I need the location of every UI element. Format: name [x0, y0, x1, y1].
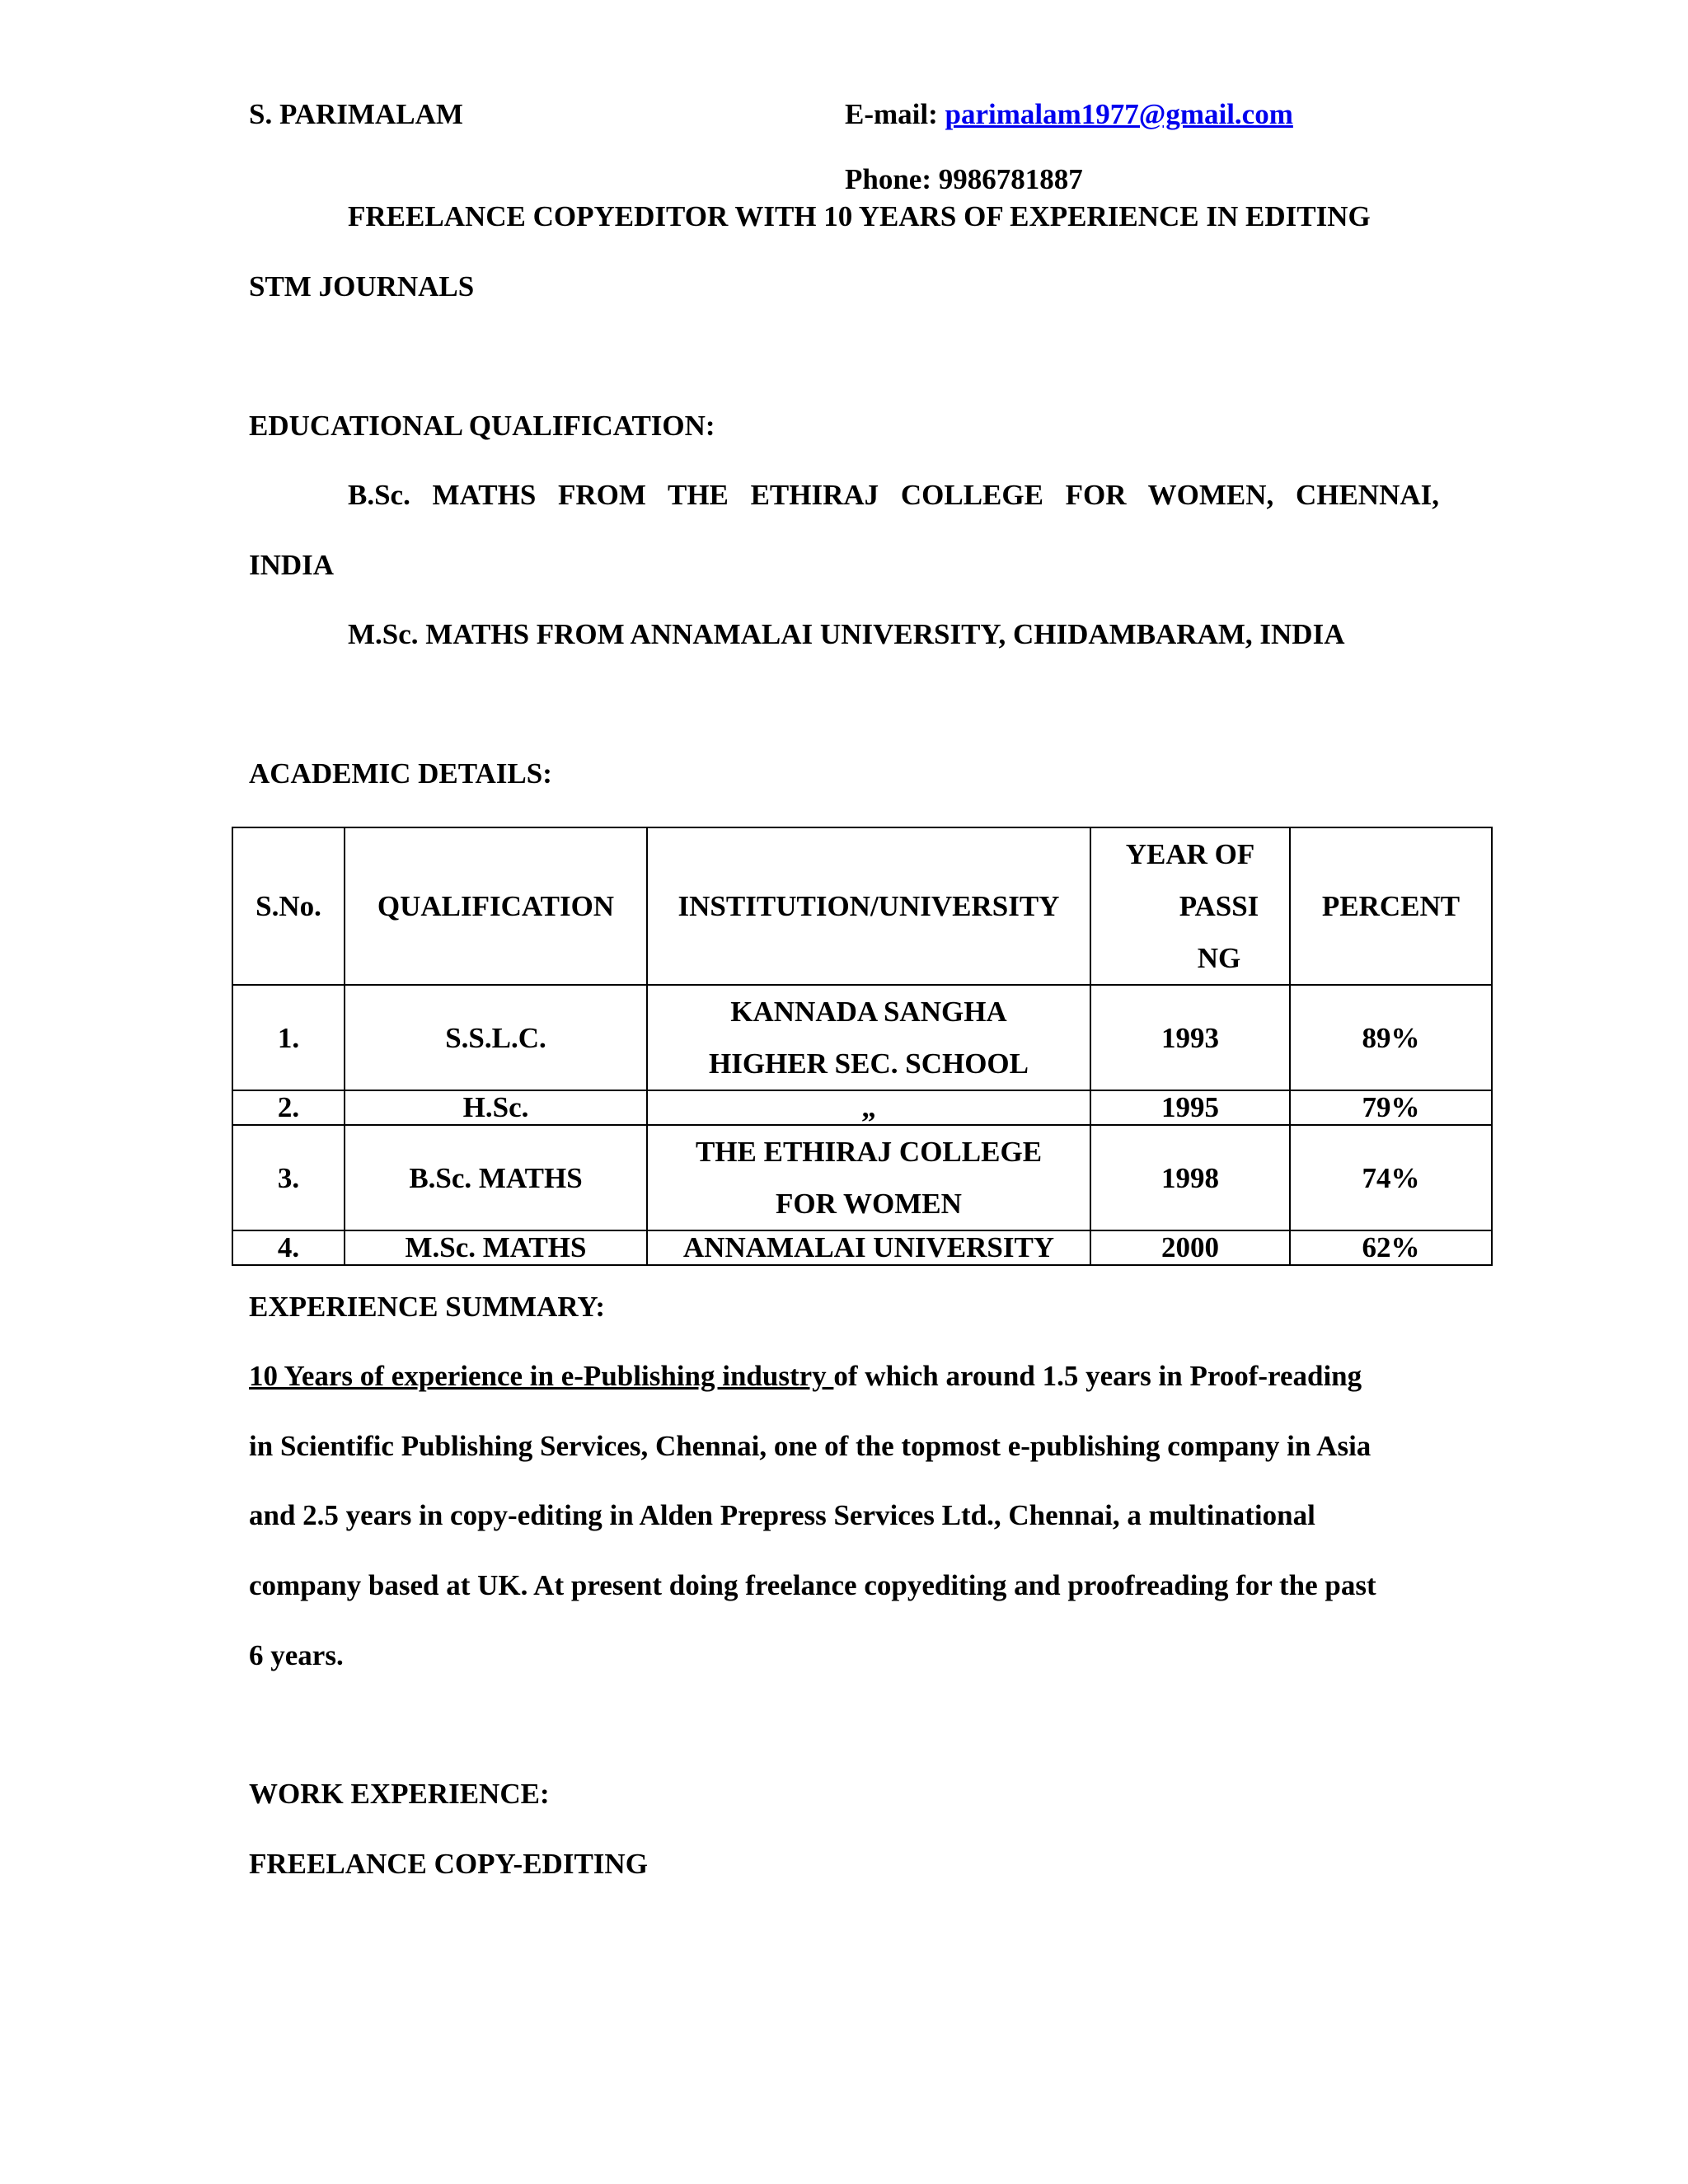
column-header-year-line-3: NG — [1197, 942, 1241, 974]
cell-qualification: M.Sc. MATHS — [345, 1230, 647, 1265]
cell-institution — [647, 1125, 1090, 1230]
cell-sno: 4. — [232, 1230, 345, 1265]
cell-year: 1993 — [1090, 985, 1290, 1090]
cell-year: 1995 — [1090, 1090, 1290, 1125]
education-heading: EDUCATIONAL QUALIFICATION: — [249, 410, 715, 442]
experience-summary-line-1-rest: of which around 1.5 years in Proof-reading — [833, 1360, 1362, 1392]
column-header-percent: PERCENT — [1290, 827, 1492, 985]
cell-percent: 79% — [1290, 1090, 1492, 1125]
experience-summary-line-3: and 2.5 years in copy-editing in Alden Prepress Services Ltd., Chennai, a multinational — [249, 1499, 1315, 1531]
cell-institution-line-2: FOR WOMEN — [776, 1188, 962, 1220]
education-item-1-line-1: B.Sc. MATHS FROM THE ETHIRAJ COLLEGE FOR WOMEN, CHENNAI, — [348, 479, 1439, 511]
work-experience-heading: WORK EXPERIENCE: — [249, 1778, 550, 1810]
column-header-institution: INSTITUTION/UNIVERSITY — [647, 827, 1090, 985]
phone-line: Phone: 9986781887 — [845, 163, 1083, 195]
email-line — [845, 97, 1293, 132]
education-item-1-line-2: INDIA — [249, 549, 335, 581]
table-row — [232, 1090, 1492, 1125]
column-header-qualification: QUALIFICATION — [345, 827, 647, 985]
education-item-2: M.Sc. MATHS FROM ANNAMALAI UNIVERSITY, CHIDAMBARAM, INDIA — [348, 618, 1345, 650]
candidate-name: S. PARIMALAM — [249, 98, 463, 130]
cell-institution: ANNAMALAI UNIVERSITY — [647, 1230, 1090, 1265]
table-header-row — [232, 827, 1492, 985]
work-experience-subheading: FREELANCE COPY-EDITING — [249, 1848, 648, 1880]
email-label: E-mail: — [845, 98, 945, 130]
column-header-year-line-1: YEAR OF — [1125, 838, 1255, 870]
column-header-year-line-2: PASSI — [1179, 890, 1259, 922]
experience-summary-line-4: company based at UK. At present doing freelance copyediting and proofreading for the past — [249, 1569, 1376, 1601]
academic-table — [232, 827, 1493, 1266]
cell-qualification: B.Sc. MATHS — [345, 1125, 647, 1230]
experience-summary-underlined: 10 Years of experience in e-Publishing industry — [249, 1360, 834, 1392]
cell-sno: 3. — [232, 1125, 345, 1230]
objective-line-1: FREELANCE COPYEDITOR WITH 10 YEARS OF EXPERIENCE IN EDITING — [348, 200, 1371, 232]
cell-qualification: H.Sc. — [345, 1090, 647, 1125]
email-link[interactable]: parimalam1977@gmail.com — [945, 98, 1293, 130]
cell-sno: 1. — [232, 985, 345, 1090]
cell-year: 1998 — [1090, 1125, 1290, 1230]
cell-sno: 2. — [232, 1090, 345, 1125]
column-header-sno: S.No. — [232, 827, 345, 985]
cell-percent: 62% — [1290, 1230, 1492, 1265]
cell-institution-line-1: KANNADA SANGHA — [730, 996, 1007, 1028]
cell-percent: 74% — [1290, 1125, 1492, 1230]
cell-institution: „ — [647, 1090, 1090, 1125]
cell-qualification: S.S.L.C. — [345, 985, 647, 1090]
cell-year: 2000 — [1090, 1230, 1290, 1265]
academic-heading: ACADEMIC DETAILS: — [249, 757, 552, 790]
cell-institution — [647, 985, 1090, 1090]
cell-percent: 89% — [1290, 985, 1492, 1090]
table-row — [232, 1230, 1492, 1265]
table-row — [232, 985, 1492, 1090]
cell-institution-line-1: THE ETHIRAJ COLLEGE — [695, 1136, 1043, 1168]
objective-line-2: STM JOURNALS — [249, 270, 475, 302]
experience-summary-heading: EXPERIENCE SUMMARY: — [249, 1291, 606, 1323]
cell-institution-line-2: HIGHER SEC. SCHOOL — [708, 1047, 1029, 1080]
experience-summary-line-5: 6 years. — [249, 1639, 344, 1671]
table-row — [232, 1125, 1492, 1230]
experience-summary-line-1 — [249, 1359, 1362, 1394]
column-header-year — [1090, 827, 1290, 985]
experience-summary-line-2: in Scientific Publishing Services, Chennai, one of the topmost e-publishing company in Asia — [249, 1430, 1372, 1462]
